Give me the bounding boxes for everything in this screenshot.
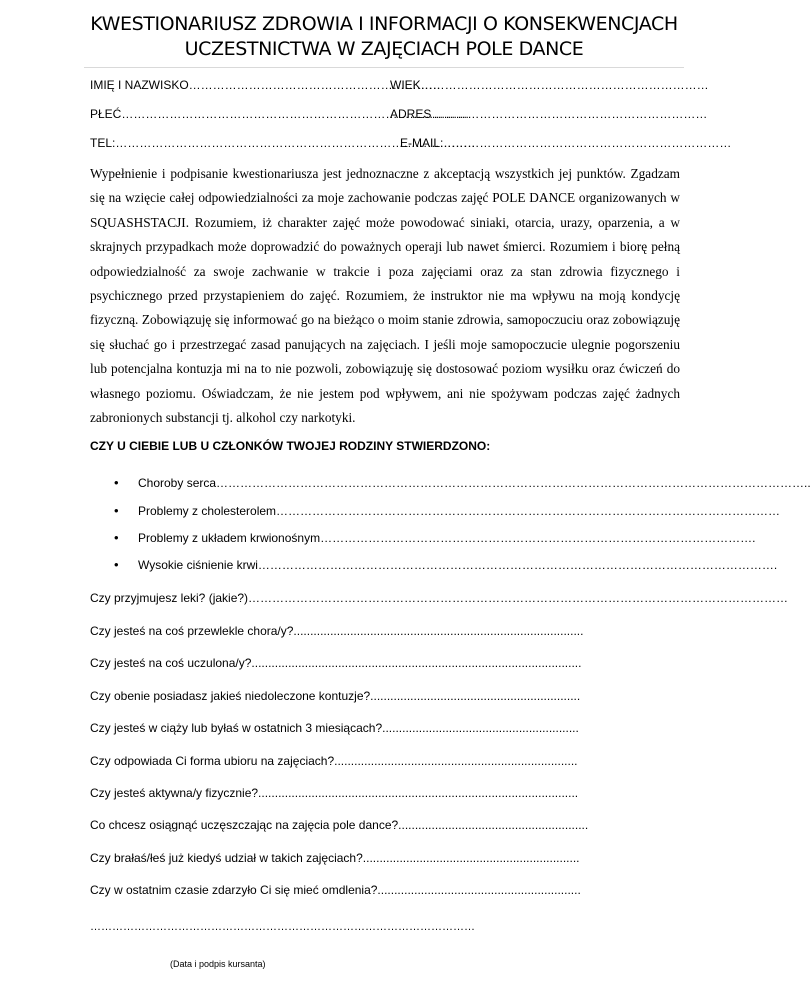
family-history-heading: CZY U CIEBIE LUB U CZŁONKÓW TWOJEJ RODZINY STWIERDZONO: <box>90 439 491 453</box>
field-phone[interactable]: TEL:……………………………………………………………………………… <box>90 136 476 150</box>
document-title <box>60 12 708 62</box>
question-goals[interactable]: Co chcesz osiągnąć uczęszczając na zajęcia pole dance?......................................................... <box>90 818 589 832</box>
condition-label[interactable]: Problemy z układem krwionośnym………………………………………………………………………………………………. <box>138 531 756 545</box>
field-row-sex-address <box>90 104 708 124</box>
document-title-line-2: UCZESTNICTWA W ZAJĘCIACH POLE DANCE <box>184 38 584 60</box>
field-age[interactable]: WIEK……………………………………………………………… <box>390 78 709 92</box>
field-email[interactable]: E-MAIL:……………………………………………………………… <box>400 136 732 150</box>
question-clothing[interactable]: Czy odpowiada Ci forma ubioru na zajęciach?......................................................................... <box>90 754 578 768</box>
question-injuries[interactable]: Czy obenie posiadasz jakieś niedoleczone kontuzje?............................................................... <box>90 689 581 703</box>
field-name[interactable]: IMIĘ I NAZWISKO……………………………………………………… <box>90 78 441 92</box>
question-medications[interactable]: Czy przyjmujesz leki? (jakie?)……………………………………………………………………………………………………………………… <box>90 591 789 605</box>
signature-line[interactable]: …………………………………………………………………………………………… <box>90 921 475 933</box>
question-pregnancy[interactable]: Czy jesteś w ciąży lub byłaś w ostatnich 3 miesiącach?........................................................... <box>90 721 579 735</box>
field-row-phone-email <box>90 133 732 153</box>
signature-caption: (Data i podpis kursanta) <box>170 959 266 969</box>
condition-item-circulatory <box>114 529 756 547</box>
document-title-line-1: KWESTIONARIUSZ ZDROWIA I INFORMACJI O KONSEKWENCJACH <box>90 13 678 35</box>
title-divider <box>84 67 684 68</box>
question-prior-experience[interactable]: Czy brałaś/łeś już kiedyś udział w takich zajęciach?................................................................. <box>90 851 580 865</box>
condition-label[interactable]: Wysokie ciśnienie krwi…………………………………………………………………………………………………………………. <box>138 558 778 572</box>
condition-label[interactable]: Choroby serca………………………………………………………………………………………………………………………………….. <box>138 476 811 490</box>
condition-item-heart <box>114 474 811 492</box>
question-chronic-illness[interactable]: Czy jesteś na coś przewlekle chora/y?....................................................................................... <box>90 624 584 638</box>
bullet-icon: • <box>114 475 119 490</box>
bullet-icon: • <box>114 503 119 518</box>
condition-label[interactable]: Problemy z cholesterolem……………………………………………………………………………………………………………… <box>138 504 781 518</box>
field-row-name-age <box>90 75 709 95</box>
condition-item-cholesterol <box>114 502 781 520</box>
question-fainting[interactable]: Czy w ostatnim czasie zdarzyło Ci się mieć omdlenia?............................................................. <box>90 883 581 897</box>
consent-paragraph: Wypełnienie i podpisanie kwestionariusza jest jednoznaczne z akceptacją wszystkich jej punktów. Zgadzam się na wzięcie całej odpowiedzialności za moje zachowanie podczas zajęć POLE DANCE organizowanych w SQUASHSTACJI. Rozumiem, iż charakter zajęć może powodować siniaki, otarcia, urazy, oparzenia, a w skrajnych przypadkach może doprowadzić do poważnych operaji lub nawet śmierci. Rozumiem i biorę pełną odpowiedzialność za swoje zachwanie w trakcie i poza zajęciami oraz za stan zdrowia fizycznego i psychicznego przed przystapieniem do zajęć. Rozumiem, że instruktor nie ma wpływu na moją kondycję fizyczną. Zobowiązuję się informować go na bieżąco o moim stanie zdrowia, samopoczuciu oraz zobowiązuję się słuchać go i przestrzegać zasad panujących na zajęciach. I jeśli moje samopoczucie ulegnie pogorszeniu lub potencjalna kontuzja mi na to nie pozwoli, zobowiązuję się dostosować poziom wysiłku oraz ćwiczeń do własnego poziomu. Oświadczam, że nie jestem pod wpływem, ani nie spożywam podczas zajęć żadnych zabronionych substancji tj. alkohol czy narkotyki. <box>90 166 680 426</box>
question-allergies[interactable]: Czy jesteś na coś uczulona/y?................................................................................................... <box>90 656 582 670</box>
field-address[interactable]: ADRES…………………………………………………………… <box>390 107 708 121</box>
bullet-icon: • <box>114 557 119 572</box>
question-physical-activity[interactable]: Czy jesteś aktywna/y fizycznie?................................................................................................ <box>90 786 579 800</box>
condition-item-blood-pressure <box>114 556 778 574</box>
field-sex[interactable]: PŁEĆ…………………………………………………………………………… <box>90 107 470 121</box>
bullet-icon: • <box>114 530 119 545</box>
